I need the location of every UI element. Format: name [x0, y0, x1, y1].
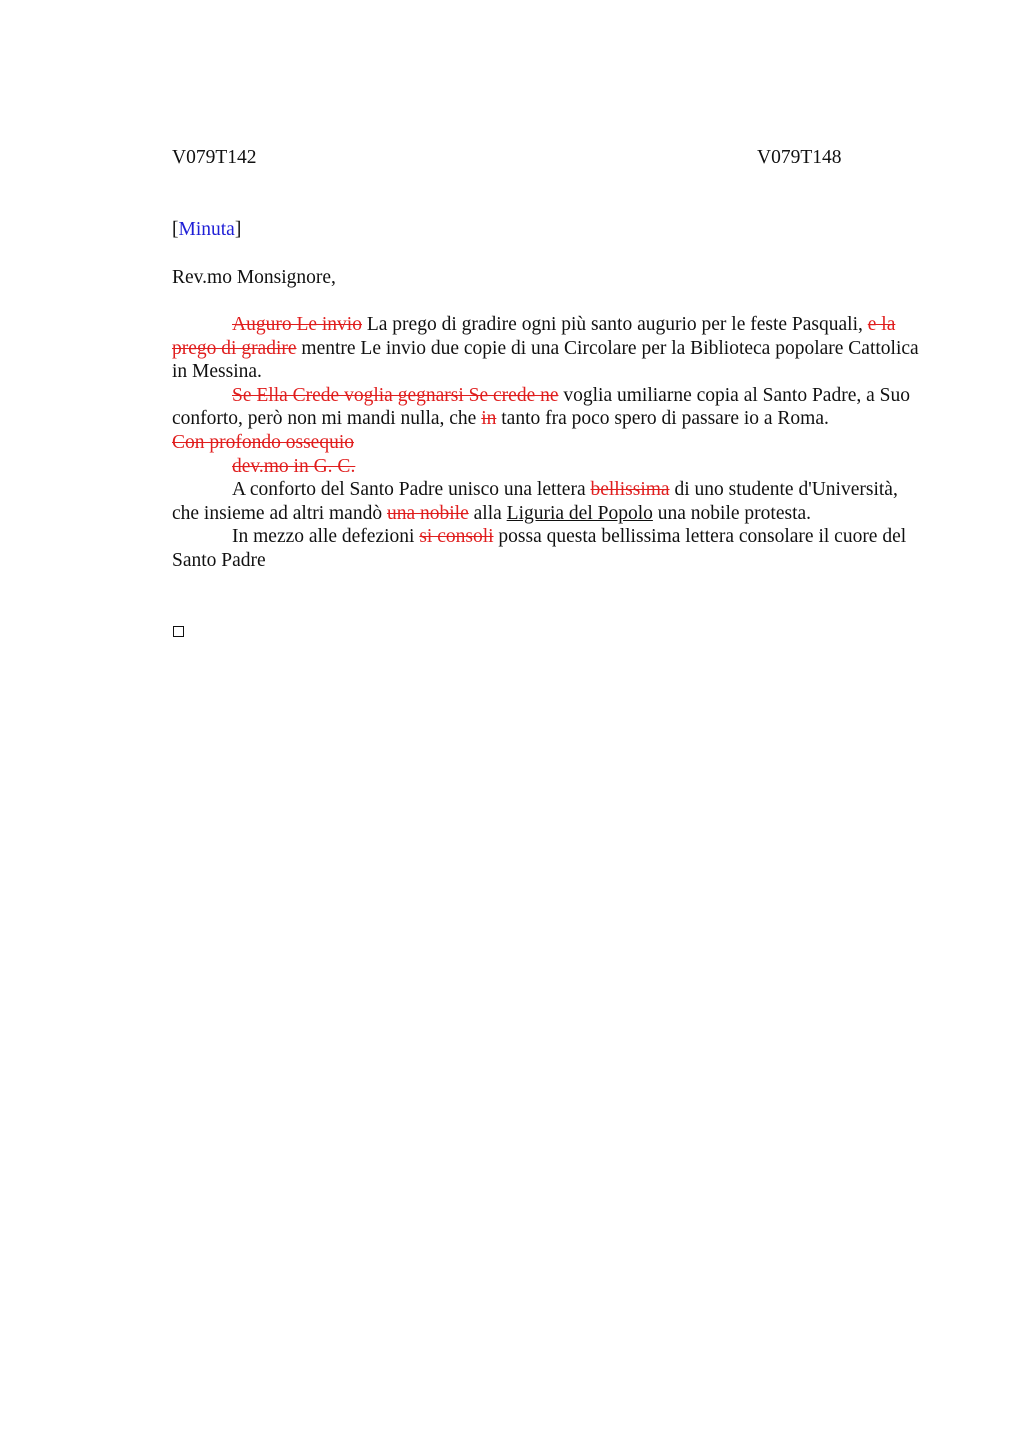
body-text: voglia umiliarne copia al Santo Padre, a Suo conforto, però non mi mandi nulla, che [172, 384, 910, 430]
body-text: tanto fra poco spero di passare io a Roma. [496, 408, 829, 430]
body-text: di uno studente d'Università, che insieme ad altri mandò [172, 479, 898, 524]
body-text: In mezzo alle defezioni [232, 526, 420, 548]
paragraph-6 [172, 525, 922, 572]
deleted-text: Con profondo ossequio [172, 431, 354, 453]
paragraph-1 [172, 313, 922, 384]
body-text: La prego di gradire ogni più santo augurio per le feste Pasquali, [361, 314, 868, 335]
label-open-bracket: [ [172, 219, 179, 240]
deleted-text: bellissima [590, 479, 670, 501]
letter-body [172, 313, 922, 573]
paragraph-5 [172, 478, 922, 525]
paragraph-4 [172, 455, 922, 479]
deleted-text: dev.mo in G. C. [232, 455, 356, 477]
paragraph-2 [172, 384, 922, 431]
salutation: Rev.mo Monsignore, [172, 267, 336, 288]
label-text: Minuta [178, 219, 235, 240]
body-text: A conforto del Santo Padre unisco una lettera [232, 479, 591, 501]
document-code-left: V079T142 [172, 147, 257, 168]
label-close-bracket: ] [234, 219, 242, 240]
deleted-text: in [481, 408, 497, 430]
checkbox-square-icon [173, 626, 184, 637]
document-code-right: V079T148 [757, 147, 842, 168]
body-text: mentre Le invio due copie di una Circolare per la Biblioteca popolare Cattolica in Messina. [172, 337, 919, 383]
deleted-text: e la prego di gradire [172, 314, 896, 359]
deleted-text: si consoli [419, 526, 494, 548]
body-text: una nobile protesta. [652, 502, 812, 524]
paragraph-3 [172, 431, 922, 455]
deleted-text: Se Ella Crede voglia gegnarsi Se crede ne [232, 384, 559, 406]
underlined-title: Liguria del Popolo [506, 502, 653, 524]
body-text: possa questa bellissima lettera consolare il cuore del Santo Padre [172, 526, 907, 571]
body-text: alla [468, 502, 507, 524]
deleted-text: una nobile [386, 502, 469, 524]
minuta-label [172, 218, 241, 241]
deleted-text: Auguro Le invio [232, 314, 362, 335]
